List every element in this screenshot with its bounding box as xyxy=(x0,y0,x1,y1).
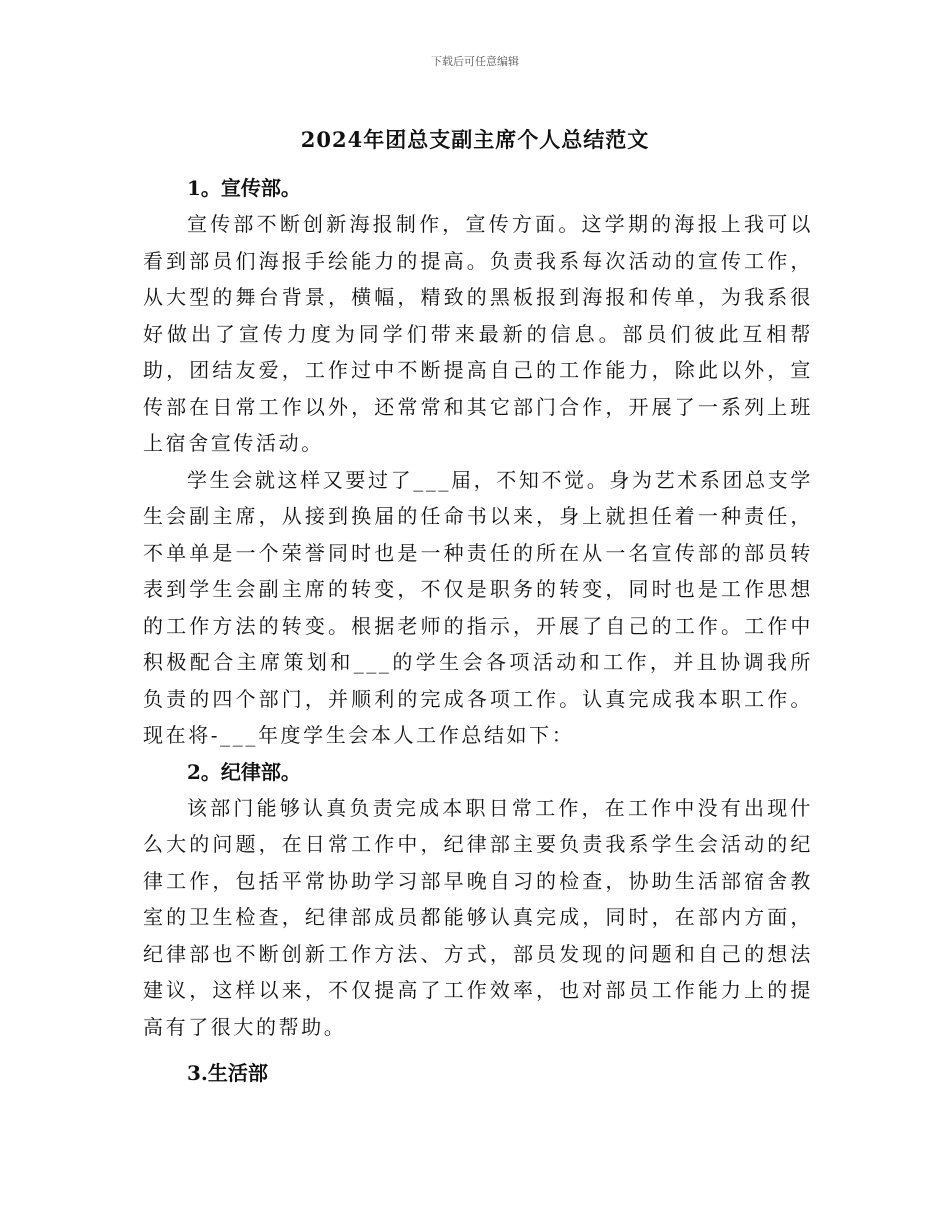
paragraph-student-union-intro: 学生会就这样又要过了___届，不知不觉。身为艺术系团总支学生会副主席，从接到换届的任命书以来，身上就担任着一种责任，不单单是一个荣誉同时也是一种责任的所在从一名宣传部的部员转表到学生会副主席的转变，不仅是职务的转变，同时也是工作思想的工作方法的转变。根据老师的指示，开展了自己的工作。工作中积极配合主席策划和___的学生会各项活动和工作，并且协调我所负责的四个部门，并顺利的完成各项工作。认真完成我本职工作。现在将-___年度学生会本人工作总结如下： xyxy=(143,467,813,747)
document-body xyxy=(143,170,813,1091)
paragraph-propaganda: 宣传部不断创新海报制作，宣传方面。这学期的海报上我可以看到部员们海报手绘能力的提高。负责我系每次活动的宣传工作，从大型的舞台背景，横幅，精致的黑板报到海报和传单，为我系很好做出了宣传力度为同学们带来最新的信息。部员们彼此互相帮助，团结友爱，工作过中不断提高自己的工作能力，除此以外，宣传部在日常工作以外，还常常和其它部门合作，开展了一系列上班上宿舍宣传活动。 xyxy=(143,212,813,455)
section-heading-propaganda: 1。宣传部。 xyxy=(187,176,301,200)
section-heading-life: 3.生活部 xyxy=(187,1061,268,1085)
document-title: 2024年团总支副主席个人总结范文 xyxy=(300,127,650,152)
section-heading-discipline: 2。纪律部。 xyxy=(187,759,301,784)
header-note: 下载后可任意编辑 xyxy=(431,55,519,68)
paragraph-discipline: 该部门能够认真负责完成本职日常工作，在工作中没有出现什么大的问题，在日常工作中，纪律部主要负责我系学生会活动的纪律工作，包括平常协助学习部早晚自习的检查，协助生活部宿舍教室的卫生检查，纪律部成员都能够认真完成，同时，在部内方面，纪律部也不断创新工作方法、方式，部员发现的问题和自己的想法建议，这样以来，不仅提高了工作效率，也对部员工作能力上的提高有了很大的帮助。 xyxy=(143,795,813,1039)
